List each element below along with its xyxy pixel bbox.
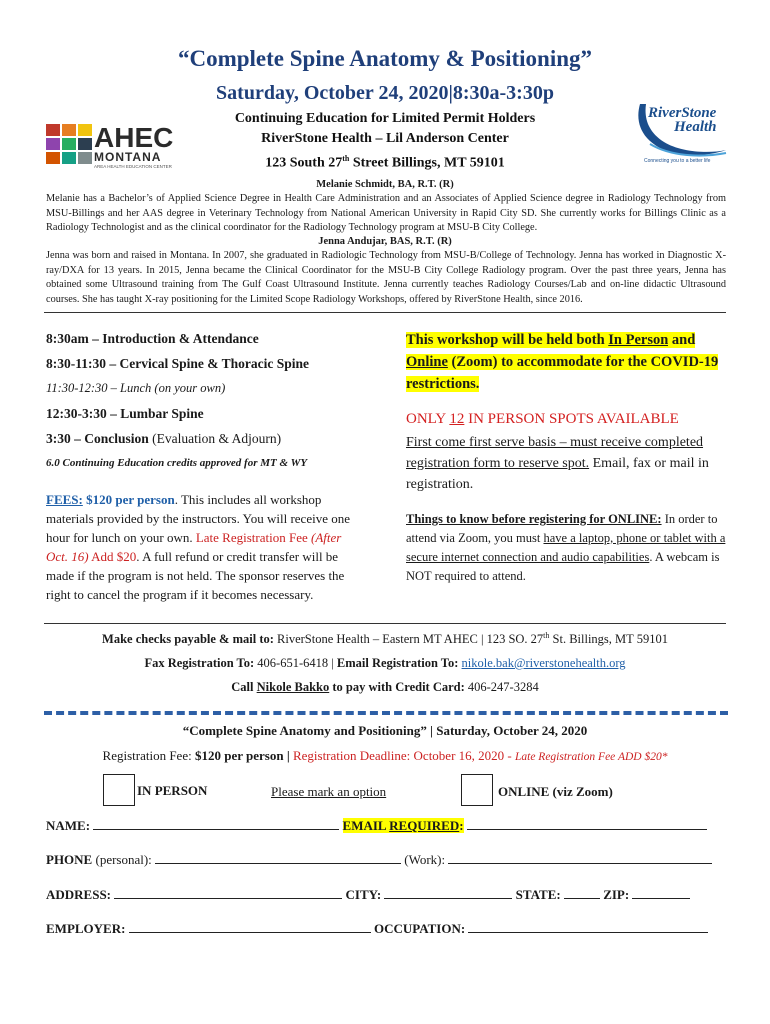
riverstone-name: RiverStone	[648, 105, 717, 121]
address-row: ADDRESS: CITY: STATE: ZIP:	[46, 887, 690, 903]
fees-paragraph: FEES: $120 per person. This includes all workshop materials provided by the instructors. You will receive one hour for lunch on your own. Late Registration Fee (After Oct. 16) Add $20. A full refund or credit transfer will be made if the program is not held. The sponsor reserves the right to cancel the program if it becomes necessary.	[46, 492, 350, 602]
phone-work-field[interactable]	[448, 852, 712, 864]
schedule-item-lumbar: 12:30-3:30 – Lumbar Spine	[46, 406, 204, 421]
email-field[interactable]	[467, 818, 707, 830]
city-field[interactable]	[384, 887, 512, 899]
riverstone-tagline: Connecting you to a better life	[644, 158, 711, 164]
form-fee-line: Registration Fee: $120 per person | Registration Deadline: October 16, 2020 - Late Registration Fee ADD $20*	[102, 748, 668, 763]
online-label: ONLINE (viz Zoom)	[498, 784, 613, 799]
riverstone-name-health: Health	[674, 119, 717, 135]
bio-name-jenna: Jenna Andujar, BAS, R.T. (R)	[318, 236, 452, 247]
schedule-item-intro: 8:30am – Introduction & Attendance	[46, 331, 259, 346]
ahec-color-grid-icon	[46, 124, 92, 164]
ahec-grid-square	[62, 124, 76, 136]
ahec-montana-logo	[46, 122, 174, 172]
event-title: “Complete Spine Anatomy & Positioning”	[177, 46, 593, 71]
in-person-checkbox[interactable]	[103, 774, 135, 806]
schedule-item-conclusion: 3:30 – Conclusion (Evaluation & Adjourn)	[46, 431, 282, 446]
bio-name-melanie: Melanie Schmidt, BA, R.T. (R)	[316, 179, 454, 190]
ahec-grid-square	[46, 152, 60, 164]
name-email-row: NAME: EMAIL REQUIRED:	[46, 818, 707, 834]
state-field[interactable]	[564, 887, 600, 899]
credit-card-call: Call Nikole Bakko to pay with Credit Card: 406-247-3284	[231, 680, 539, 694]
email-link[interactable]: nikole.bak@riverstonehealth.org	[461, 656, 626, 670]
ahec-grid-square	[46, 124, 60, 136]
ahec-grid-square	[78, 138, 92, 150]
bio-text-melanie: Melanie has a Bachelor’s of Applied Science Degree in Health Care Administration and an Associates of Applied Science degree in Radiology Technology from MSU-Billings and her AAS degree in Veterinary Technology from National American University in Rapid City SD. She currently works for Billings Clinic as a Radiology Technologist and as the clinical coordinator for the Radiology Technology program at MSU-B City College.	[46, 193, 726, 233]
ahec-grid-square	[62, 152, 76, 164]
event-date: Saturday, October 24, 2020|8:30a-3:30p	[216, 82, 554, 104]
occupation-field[interactable]	[468, 921, 708, 933]
ahec-grid-square	[62, 138, 76, 150]
bio-text-jenna: Jenna was born and raised in Montana. In 2007, she graduated in Radiologic Technology from MSU-B/College of Technology. Jenna has worked in Diagnostic X-ray/DXA for 13 years. In 2015, Jenna became the Clinical Coordinator for the MSU-B City College Radiology program. Over the past three years, Jenna has obtained some Ultrasound training from The Gulf Coast Ultrasound Institute. Jenna currently teaches Radiology Courses/Lab and on-line didactic Ultrasound courses. She has taught X-ray positioning for the Limited Scope Radiology Workshops, offered by RiverStone Health, since 2016.	[46, 250, 726, 305]
ahec-grid-square	[46, 138, 60, 150]
mark-option-note: Please mark an option	[271, 784, 387, 799]
credits-note: 6.0 Continuing Education credits approved for MT & WY	[46, 457, 308, 469]
checks-payable: Make checks payable & mail to: RiverStone Health – Eastern MT AHEC | 123 SO. 27th St. Billings, MT 59101	[102, 631, 668, 647]
form-title: “Complete Spine Anatomy and Positioning” | Saturday, October 24, 2020	[182, 723, 588, 738]
ahec-grid-square	[78, 152, 92, 164]
spots-available: ONLY 12 IN PERSON SPOTS AVAILABLE	[406, 411, 679, 427]
online-checkbox[interactable]	[461, 774, 493, 806]
fax-email-registration: Fax Registration To: 406-651-6418 | Email Registration To: nikole.bak@riverstonehealth.org	[144, 656, 626, 670]
ahec-logo-sub: MONTANA	[94, 150, 162, 164]
section-divider	[44, 312, 726, 313]
schedule-item-cervical: 8:30-11:30 – Cervical Spine & Thoracic Spine	[46, 356, 310, 371]
subheading-line-3: 123 South 27th Street Billings, MT 59101	[265, 154, 505, 171]
address-field[interactable]	[114, 887, 342, 899]
subheading-line-1: Continuing Education for Limited Permit Holders	[234, 111, 536, 126]
riverstone-health-logo	[630, 98, 730, 166]
format-notice: This workshop will be held both In Person and Online (Zoom) to accommodate for the COVID-19 restrictions.	[406, 332, 719, 392]
subheading-line-2: RiverStone Health – Lil Anderson Center	[261, 131, 509, 146]
zip-field[interactable]	[632, 887, 690, 899]
online-requirements: Things to know before registering for ONLINE: In order to attend via Zoom, you must have a laptop, phone or tablet with a secure internet connection and audio capabilities. A webcam is NOT required to attend.	[406, 512, 726, 583]
employer-row: EMPLOYER: OCCUPATION:	[46, 921, 708, 937]
ahec-grid-square	[78, 124, 92, 136]
name-field[interactable]	[93, 818, 339, 830]
schedule-item-lunch: 11:30-12:30 – Lunch (on your own)	[46, 381, 226, 395]
ahec-logo-tagline: AREA HEALTH EDUCATION CENTER	[94, 164, 172, 169]
cut-line	[44, 711, 728, 715]
first-come-note: First come first serve basis – must receive completed registration form to reserve spot. Email, fax or mail in registration.	[406, 435, 709, 492]
employer-field[interactable]	[129, 921, 371, 933]
phone-row: PHONE (personal): (Work):	[46, 852, 712, 868]
in-person-label: IN PERSON	[137, 783, 208, 798]
ahec-logo-word: AHEC	[94, 122, 174, 153]
phone-personal-field[interactable]	[155, 852, 401, 864]
section-divider-2	[44, 623, 726, 624]
